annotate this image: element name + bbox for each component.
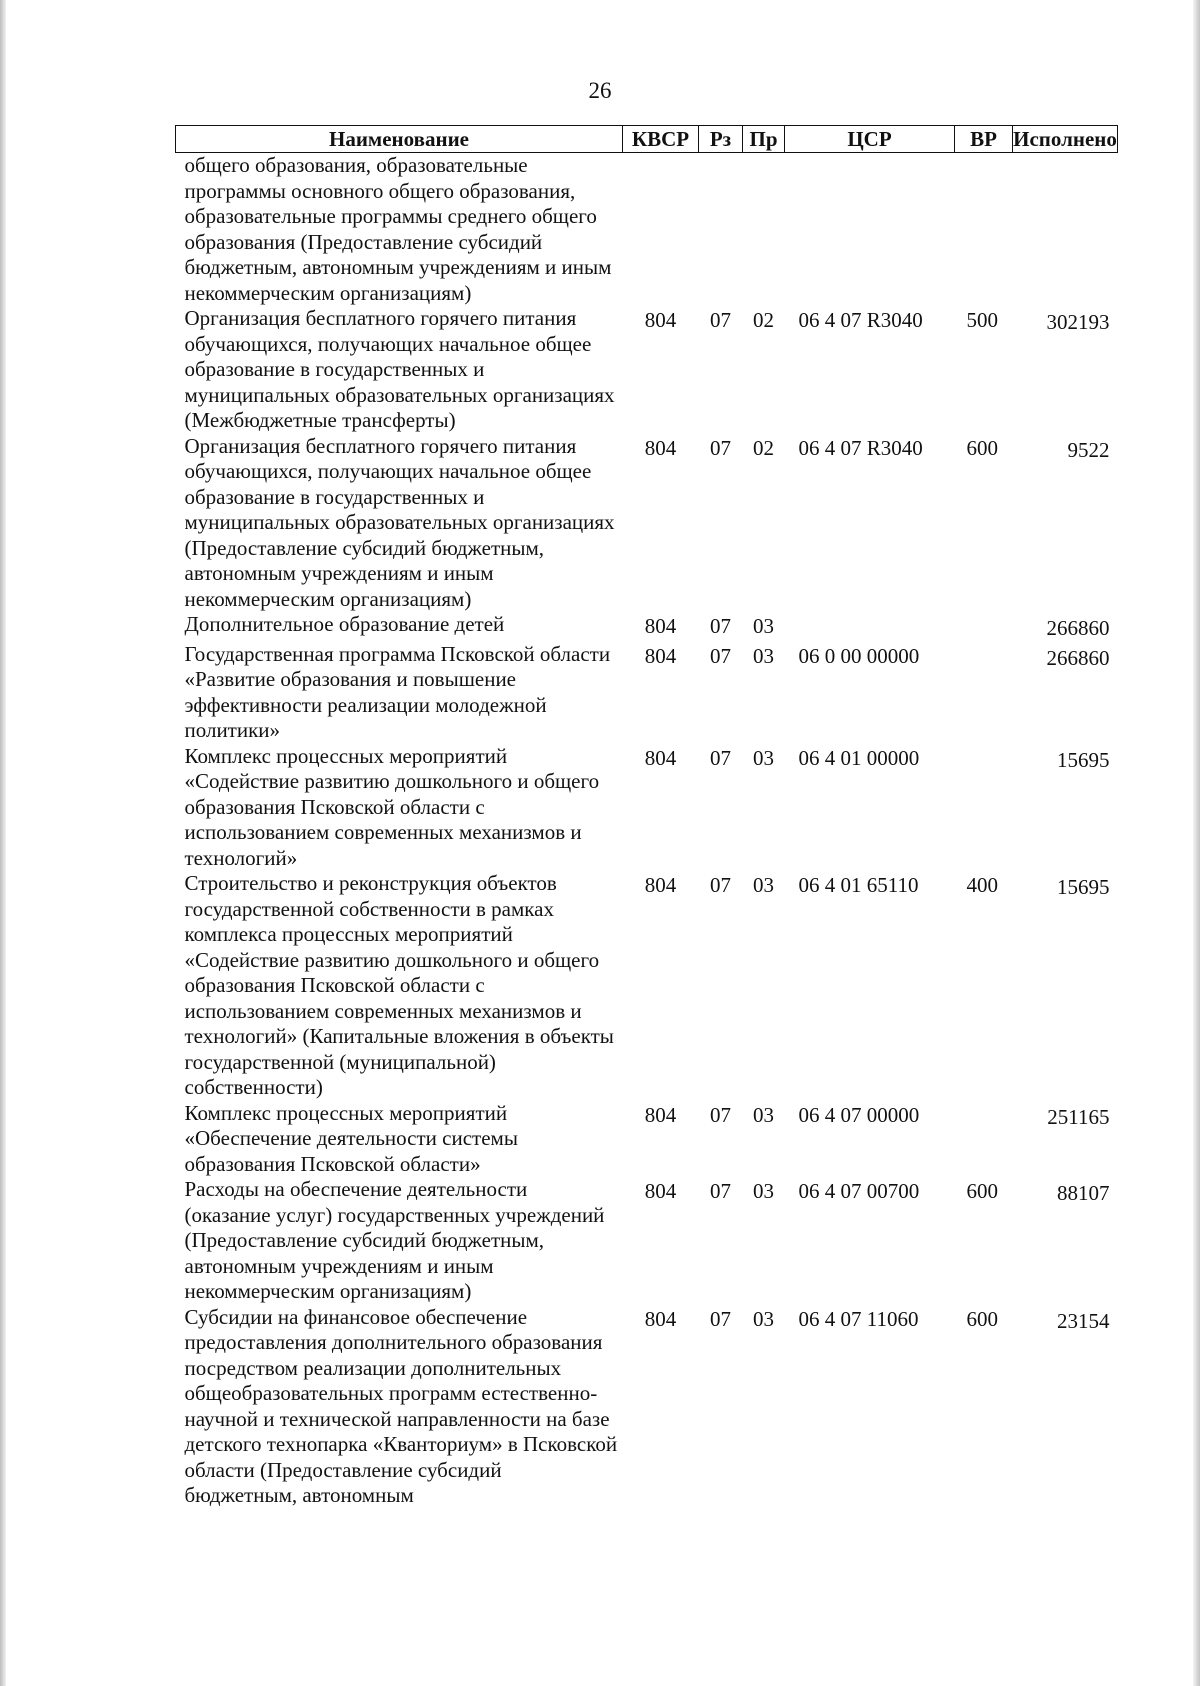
table-row xyxy=(176,1101,1118,1178)
cell-name: Расходы на обеспечение деятельности (оказание услуг) государственных учреждений (Предоставление субсидий бюджетным, автономным учреждениям и иным некоммерческим организациям) xyxy=(184,1177,605,1303)
cell-vr xyxy=(955,642,1013,744)
cell-csr xyxy=(785,612,955,642)
cell-isp: 88107 xyxy=(1057,1181,1110,1205)
cell-pr: 02 xyxy=(753,308,774,332)
cell-name: Государственная программа Псковской области «Развитие образования и повышение эффективности реализации молодежной политики» xyxy=(184,641,611,742)
cell-isp: 266860 xyxy=(1046,645,1110,670)
cell-vr: 600 xyxy=(966,435,998,460)
cell-rz: 07 xyxy=(710,614,731,638)
table-row xyxy=(176,871,1118,1101)
cell-rz: 07 xyxy=(710,1179,731,1203)
cell-isp: 302193 xyxy=(1046,310,1110,334)
table-row xyxy=(176,1177,1118,1305)
cell-rz: 07 xyxy=(710,1102,731,1127)
cell-kvsr: 804 xyxy=(644,435,677,460)
cell-kvsr: 804 xyxy=(644,1306,677,1331)
table-row xyxy=(176,642,1118,744)
cell-rz: 07 xyxy=(710,873,731,897)
header-csr: ЦСР xyxy=(785,126,955,153)
cell-csr: 06 0 00 00000 xyxy=(798,643,920,668)
cell-pr: 03 xyxy=(753,643,774,668)
cell-rz: 07 xyxy=(710,308,731,332)
table-row xyxy=(176,306,1118,434)
cell-rz: 07 xyxy=(710,435,731,460)
scan-edge-right xyxy=(1193,0,1200,1686)
cell-pr: 03 xyxy=(753,745,774,770)
cell-rz: 07 xyxy=(710,643,731,668)
header-vr: ВР xyxy=(955,126,1013,153)
table-row xyxy=(176,434,1118,613)
cell-pr: 03 xyxy=(753,873,774,897)
scan-edge-left xyxy=(0,0,6,1686)
cell-pr: 03 xyxy=(753,1306,774,1331)
cell-csr: 06 4 07 00000 xyxy=(798,1102,920,1127)
cell-name: Организация бесплатного горячего питания обучающихся, получающих начальное общее образование в государственных и муниципальных образовательных организациях (Межбюджетные трансферты) xyxy=(184,306,615,432)
table-row xyxy=(176,744,1118,872)
header-name: Наименование xyxy=(176,126,623,153)
cell-vr xyxy=(955,612,1013,642)
cell-isp: 251165 xyxy=(1047,1104,1110,1129)
cell-vr xyxy=(955,1101,1013,1178)
cell-csr: 06 4 07 R3040 xyxy=(798,435,923,460)
cell-csr: 06 4 07 R3040 xyxy=(798,308,923,332)
budget-table xyxy=(175,125,1118,1509)
cell-kvsr: 804 xyxy=(644,1102,677,1127)
cell-isp: 9522 xyxy=(1067,437,1110,462)
header-kvsr: КВСР xyxy=(623,126,699,153)
cell-name: Строительство и реконструкция объектов государственной собственности в рамках комплекса процессных мероприятий «Содействие развитию дошкольного и общего образования Псковской области с использованием современных механизмов и технологий» (Капитальные вложения в объекты государственной (муниципальной) собственности) xyxy=(184,871,614,1099)
cell-rz: 07 xyxy=(710,1306,731,1331)
cell-name: Комплекс процессных мероприятий «Содействие развитию дошкольного и общего образования Псковской области с использованием современных механизмов и технологий» xyxy=(184,743,600,870)
cell-csr: 06 4 07 11060 xyxy=(798,1306,919,1331)
cell-vr: 600 xyxy=(966,1179,998,1203)
continuation-text: общего образования, образовательные программы основного общего образования, образовательные программы среднего общего образования (Предоставление субсидий бюджетным, автономным учреждениям и иным некоммерческим организациям) xyxy=(184,153,612,305)
cell-vr: 400 xyxy=(966,873,998,897)
cell-vr: 500 xyxy=(966,308,998,332)
table-row xyxy=(176,612,1118,642)
cell-csr: 06 4 07 00700 xyxy=(798,1179,920,1203)
cell-name: Организация бесплатного горячего питания обучающихся, получающих начальное общее образование в государственных и муниципальных образовательных организациях (Предоставление субсидий бюджетным, автономным учреждениям и иным некоммерческим организациям) xyxy=(184,433,615,611)
cell-pr: 03 xyxy=(753,1102,774,1127)
cell-name: Дополнительное образование детей xyxy=(184,612,505,636)
cell-csr: 06 4 01 65110 xyxy=(798,873,919,897)
cell-isp: 15695 xyxy=(1057,875,1110,899)
cell-vr: 600 xyxy=(966,1306,998,1331)
cell-pr: 03 xyxy=(753,614,774,638)
cell-kvsr: 804 xyxy=(644,873,677,897)
cell-kvsr: 804 xyxy=(644,643,677,668)
cell-pr: 03 xyxy=(753,1179,774,1203)
cell-pr: 02 xyxy=(753,435,774,460)
cell-csr: 06 4 01 00000 xyxy=(798,745,920,770)
cell-name: Комплекс процессных мероприятий «Обеспечение деятельности системы образования Псковской области» xyxy=(184,1100,518,1176)
table-row xyxy=(176,1305,1118,1509)
header-rz: Рз xyxy=(699,126,743,153)
cell-rz: 07 xyxy=(710,745,731,770)
continuation-row xyxy=(176,153,1118,307)
cell-kvsr: 804 xyxy=(644,745,677,770)
cell-kvsr: 804 xyxy=(644,308,677,332)
cell-kvsr: 804 xyxy=(644,614,677,638)
cell-isp: 266860 xyxy=(1046,616,1110,640)
cell-isp: 23154 xyxy=(1057,1308,1110,1333)
header-pr: Пр xyxy=(743,126,785,153)
cell-name: Субсидии на финансовое обеспечение предоставления дополнительного образования посредством реализации дополнительных общеобразовательных программ естественно-научной и технической направленности на базе детского технопарка «Кванториум» в Псковской области (Предоставление субсидий бюджетным, автономным xyxy=(184,1304,618,1507)
cell-kvsr: 804 xyxy=(644,1179,677,1203)
page-number: 26 xyxy=(588,78,612,103)
header-isp: Исполнено xyxy=(1013,127,1117,151)
cell-vr xyxy=(955,744,1013,872)
cell-isp: 15695 xyxy=(1057,747,1110,772)
table-header-row xyxy=(176,126,1118,153)
